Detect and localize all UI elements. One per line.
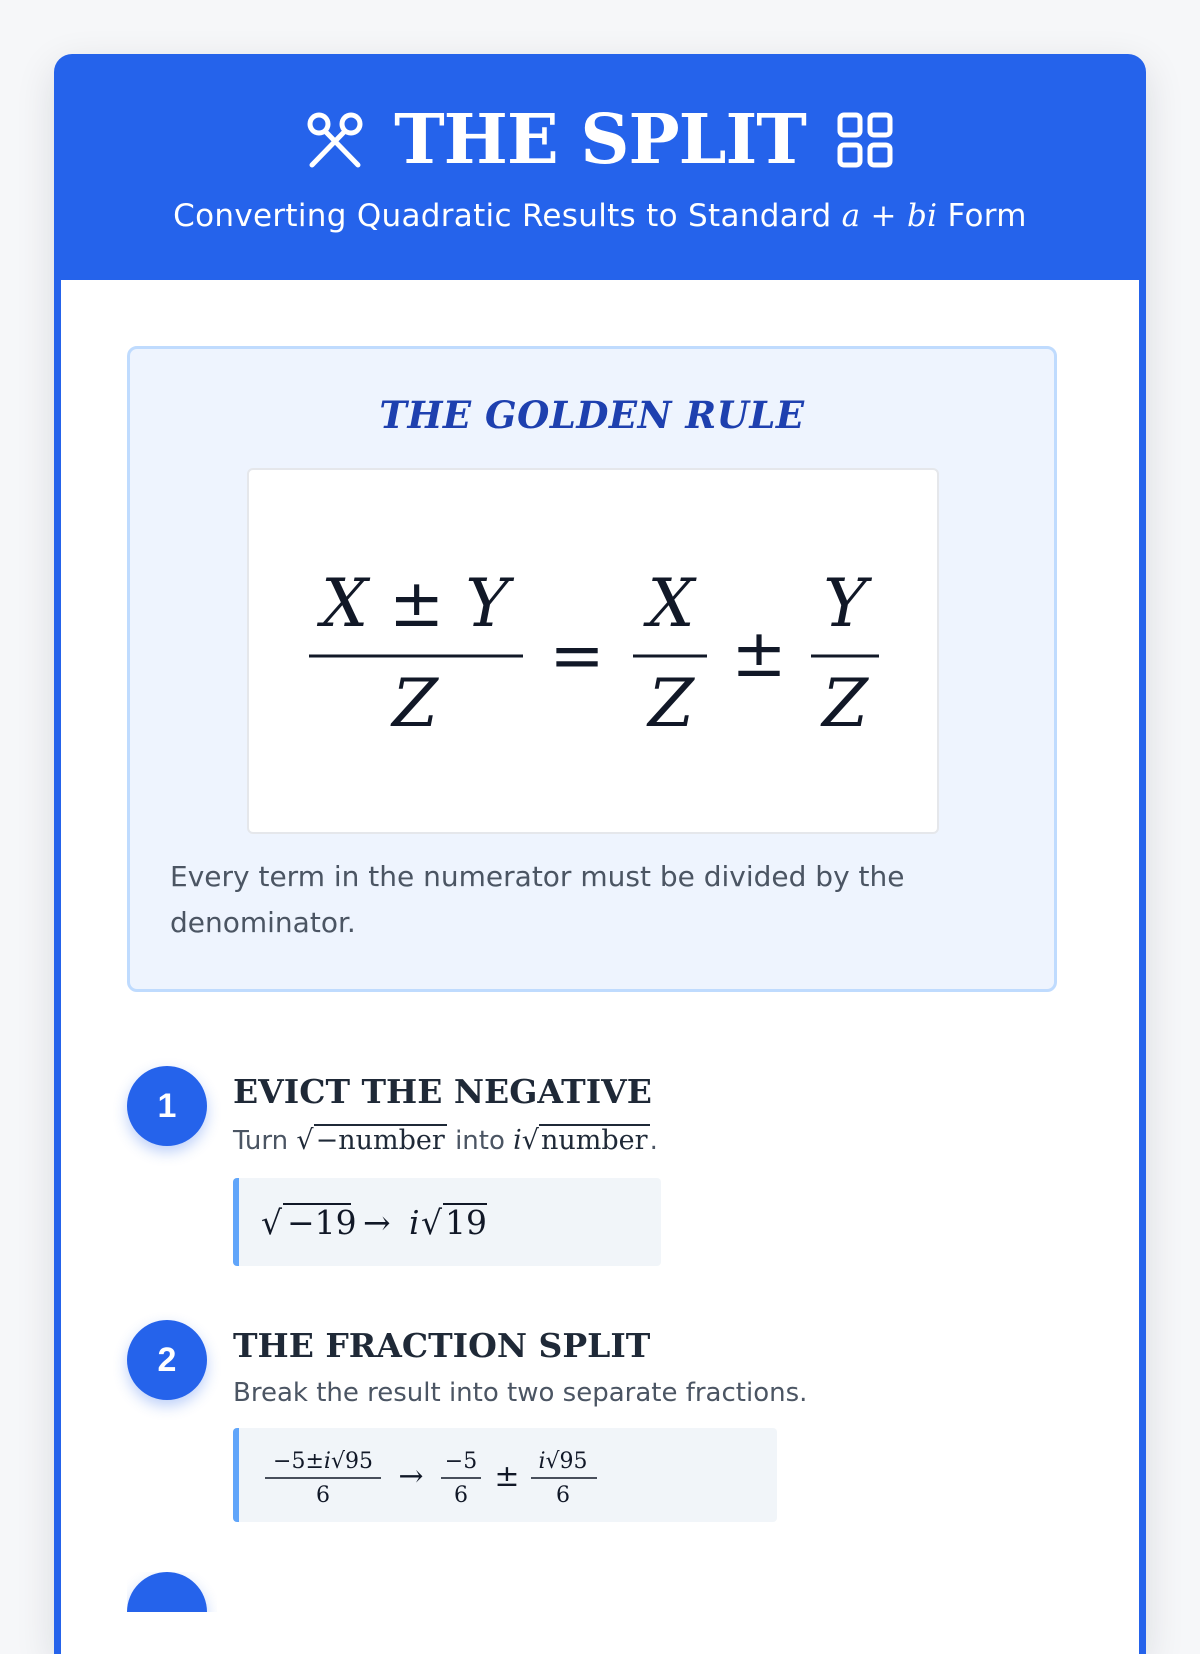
scissors-icon [306,111,364,169]
svg-text:i√95: i√95 [538,1449,588,1474]
step-2 [127,1320,1027,1530]
subtitle-math: a + bi [841,198,938,234]
svg-text:X ± Y: X ± Y [321,565,509,642]
step-desc-turn: Turn [233,1126,289,1156]
svg-text:−5: −5 [444,1449,478,1474]
title-row [54,54,1146,180]
golden-rule-note: Every term in the numerator must be divided by the denominator. [170,860,905,939]
radical-negative-number: √−number [296,1125,445,1156]
svg-text:19: 19 [445,1203,487,1242]
step-desc-into: into [455,1126,505,1156]
svg-text:−5±i√95: −5±i√95 [273,1449,373,1474]
svg-text:√: √ [421,1203,443,1242]
svg-text:Z: Z [392,665,438,742]
svg-text:→: → [398,1459,424,1494]
subtitle-suffix: Form [947,198,1027,234]
golden-rule-box [127,346,1057,992]
svg-text:√: √ [261,1203,283,1242]
step-1 [127,1066,1027,1276]
step-title: EVICT THE NEGATIVE [233,1072,652,1111]
step-number-badge [127,1572,207,1612]
step-number-badge: 2 [127,1320,207,1400]
svg-text:Z: Z [822,665,868,742]
svg-text:=: = [549,617,605,694]
step-number-badge: 1 [127,1066,207,1146]
svg-text:→: → [363,1203,391,1242]
lesson-card [54,54,1146,1654]
step-desc-end: . [649,1126,658,1156]
subtitle [54,198,1146,234]
subtitle-prefix: Converting Quadratic Results to Standard [173,198,832,234]
svg-text:Y: Y [823,565,867,642]
svg-text:Z: Z [648,665,694,742]
step-example [233,1178,661,1266]
header [54,54,1146,280]
i-radical-number: i√number [513,1125,648,1156]
svg-text:i: i [409,1203,420,1242]
step-example [233,1428,777,1522]
grid-icon [836,111,894,169]
content-area [61,280,1139,1654]
svg-text:−19: −19 [287,1203,357,1242]
step-title: THE FRACTION SPLIT [233,1326,651,1365]
svg-text:6: 6 [454,1483,468,1508]
svg-text:6: 6 [316,1483,330,1508]
page-title: THE SPLIT [394,100,806,180]
golden-rule-title: THE GOLDEN RULE [379,393,805,437]
step-description: Break the result into two separate fractions. [233,1378,808,1408]
step-3-partial [127,1572,217,1612]
svg-text:±: ± [731,615,787,692]
golden-rule-formula [247,468,939,834]
svg-text:±: ± [494,1459,520,1494]
svg-text:X: X [647,565,695,642]
svg-text:6: 6 [556,1483,570,1508]
step-description [233,1124,658,1156]
